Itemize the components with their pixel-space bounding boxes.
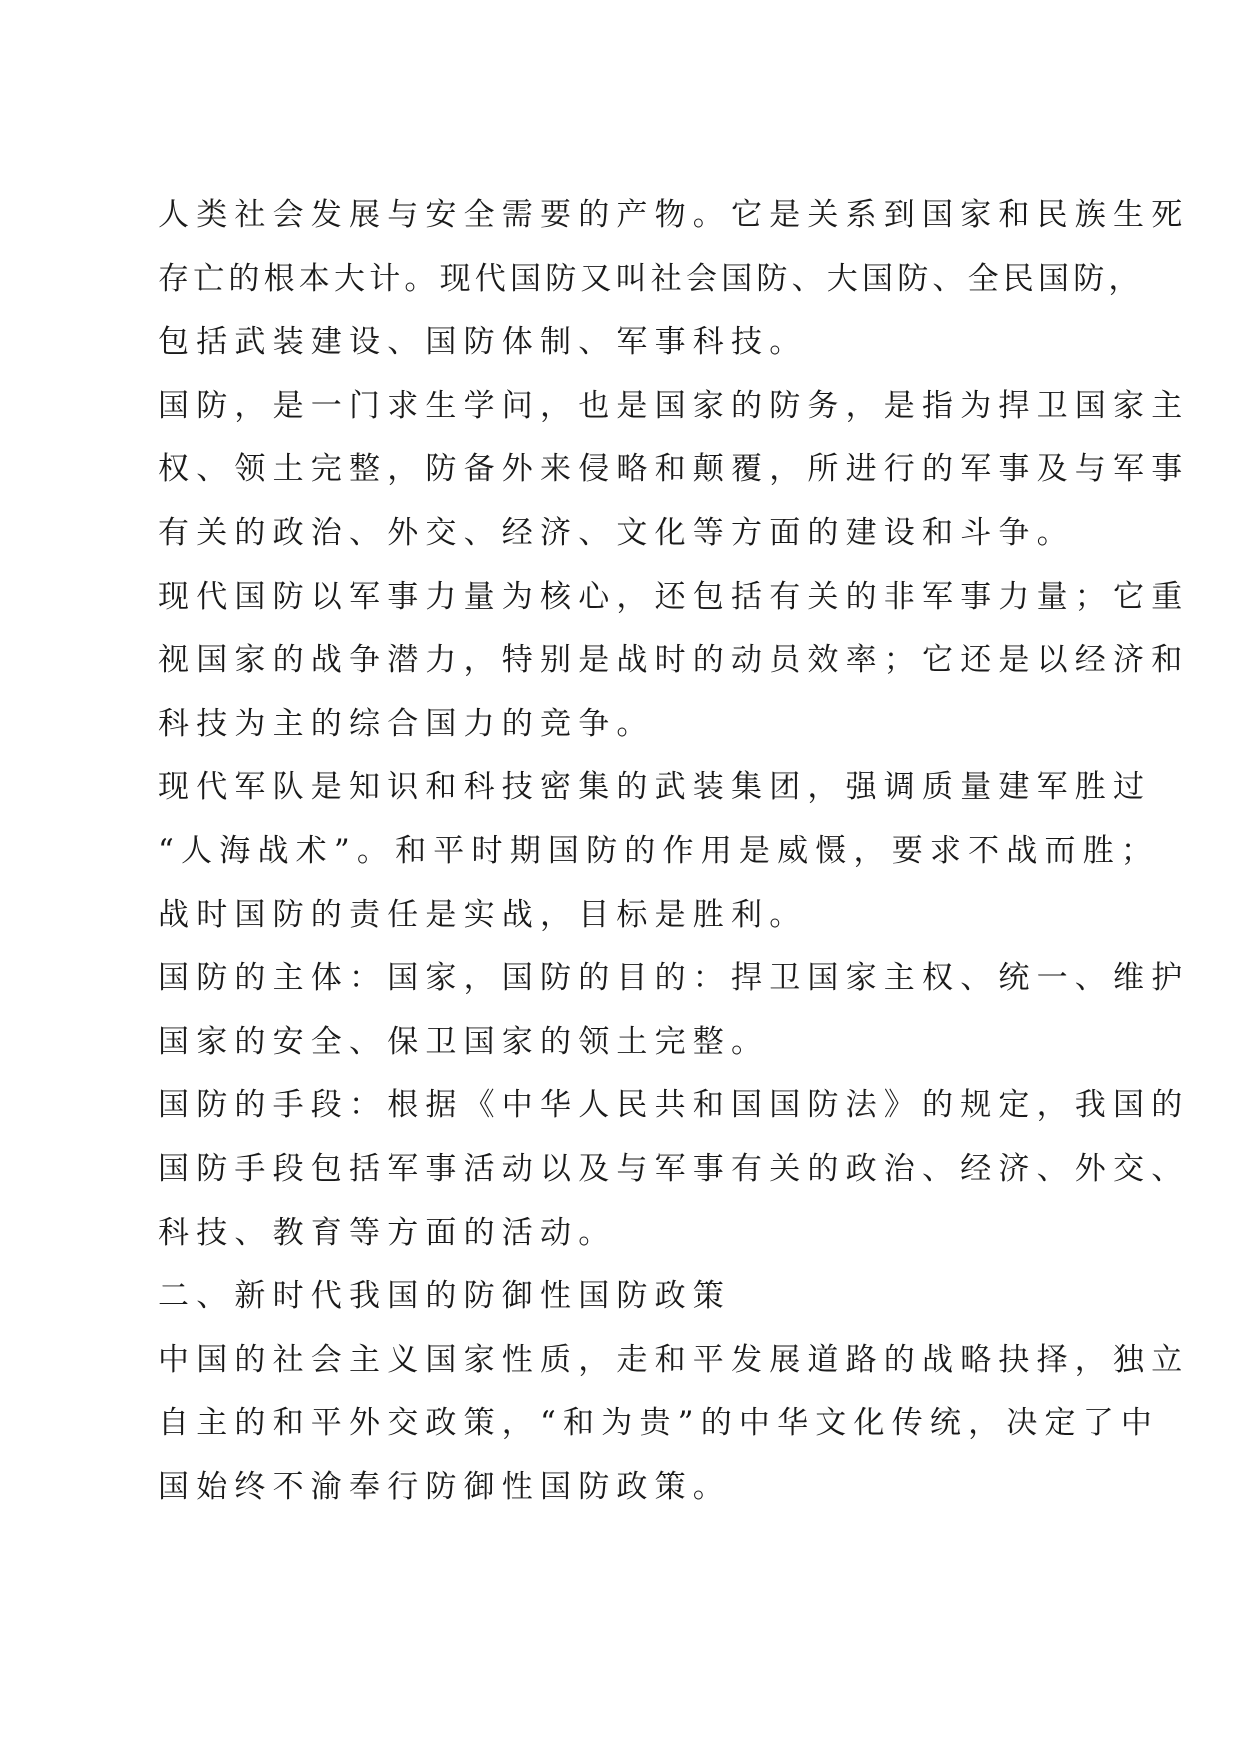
section-heading: 二、新时代我国的防御性国防政策 — [158, 1278, 731, 1315]
text-line-19: 中国的社会主义国家性质，走和平发展道路的战略抉择，独立 — [158, 1341, 1190, 1378]
text-line-12: 战时国防的责任是实战，目标是胜利。 — [158, 896, 808, 933]
text-line-20: 自主的和平外交政策，“和为贵”的中华文化传统，决定了中 — [158, 1405, 1160, 1442]
text-line-8: 视国家的战争潜力，特别是战时的动员效率；它还是以经济和 — [158, 642, 1190, 679]
document-body — [158, 184, 1190, 1519]
text-line-16: 国防手段包括军事活动以及与军事有关的政治、经济、外交、 — [158, 1150, 1190, 1187]
text-line-11: “人海战术”。和平时期国防的作用是威慑，要求不战而胜； — [158, 832, 1160, 869]
text-line-5: 权、领土完整，防备外来侵略和颠覆，所进行的军事及与军事 — [158, 451, 1190, 488]
text-line-7: 现代国防以军事力量为核心，还包括有关的非军事力量；它重 — [158, 578, 1190, 615]
text-line-10: 现代军队是知识和科技密集的武装集团，强调质量建军胜过 — [158, 769, 1152, 806]
text-line-15: 国防的手段：根据《中华人民共和国国防法》的规定，我国的 — [158, 1087, 1190, 1124]
text-line-6: 有关的政治、外交、经济、文化等方面的建设和斗争。 — [158, 514, 1075, 551]
text-line-13: 国防的主体：国家，国防的目的：捍卫国家主权、统一、维护 — [158, 960, 1190, 997]
text-line-9: 科技为主的综合国力的竞争。 — [158, 705, 655, 742]
text-line-14: 国家的安全、保卫国家的领土完整。 — [158, 1023, 770, 1060]
text-line-17: 科技、教育等方面的活动。 — [158, 1214, 617, 1251]
text-line-2: 存亡的根本大计。现代国防又叫社会国防、大国防、全民国防， — [158, 260, 1144, 297]
text-line-4: 国防，是一门求生学问，也是国家的防务，是指为捍卫国家主 — [158, 387, 1190, 424]
text-line-3: 包括武装建设、国防体制、军事科技。 — [158, 324, 808, 361]
text-line-21: 国始终不渝奉行防御性国防政策。 — [158, 1468, 731, 1505]
text-line-1: 人类社会发展与安全需要的产物。它是关系到国家和民族生死 — [158, 197, 1190, 233]
